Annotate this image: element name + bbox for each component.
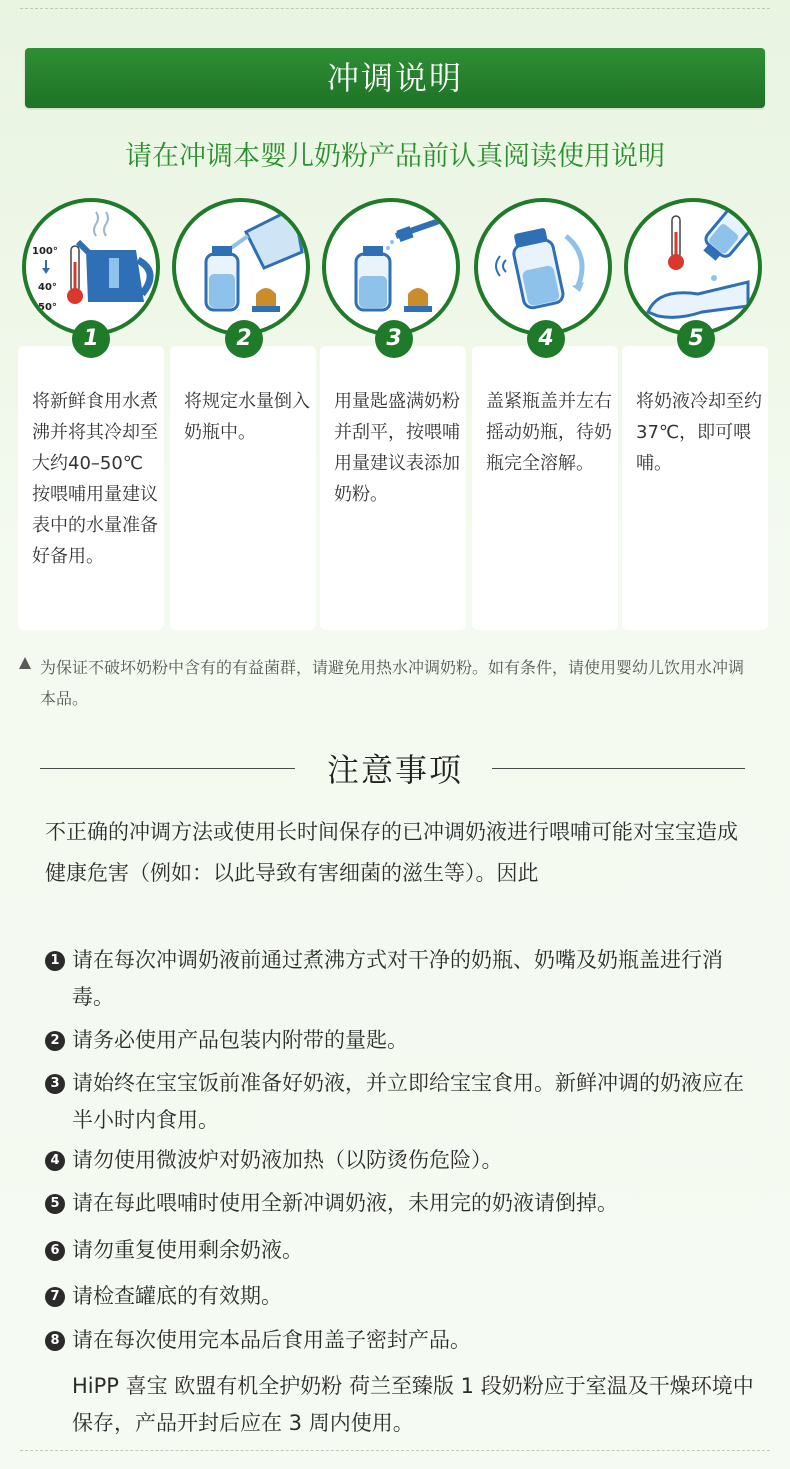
top-dashed-divider — [20, 8, 770, 9]
notice-item-1 — [45, 942, 755, 1016]
storage-note: HiPP 喜宝 欧盟有机全护奶粉 荷兰至臻版 1 段奶粉应于室温及干燥环境中保存，产品开封后应在 3 周内使用。 — [72, 1374, 754, 1435]
warning-triangle-icon — [18, 656, 32, 670]
notice-title-rule-left — [40, 768, 295, 769]
pour-water-bottle-icon — [172, 198, 310, 336]
step-card-1 — [18, 346, 164, 630]
step-card-4 — [472, 346, 618, 630]
notice-item-3 — [45, 1065, 755, 1139]
notice-text-7: 请检查罐底的有效期。 — [72, 1284, 282, 1308]
step-number-4: 4 — [527, 320, 565, 358]
temp-40: 40° — [38, 282, 57, 293]
step-number-2: 2 — [225, 320, 263, 358]
notice-text-6: 请勿重复使用剩余奶液。 — [72, 1238, 303, 1262]
steps-row — [0, 198, 790, 638]
shake-bottle-icon — [474, 198, 612, 336]
notice-item-5 — [45, 1185, 755, 1222]
step-number-5: 5 — [677, 320, 715, 358]
notice-bullet-8: 8 — [45, 1331, 65, 1351]
step-card-5 — [622, 346, 768, 630]
notice-item-7 — [45, 1278, 755, 1315]
notice-bullet-4: 4 — [45, 1151, 65, 1171]
warning-text: 为保证不破坏奶粉中含有的有益菌群，请避免用热水冲调奶粉。如有条件，请使用婴幼儿饮用水冲调本品。 — [40, 658, 745, 708]
temp-100: 100° — [32, 246, 58, 257]
temp-50: 50° — [38, 302, 57, 313]
hot-water-warning — [18, 652, 758, 714]
step-text-4: 盖紧瓶盖并左右摇动奶瓶，待奶瓶完全溶解。 — [486, 391, 612, 474]
kettle-thermometer-icon — [22, 198, 160, 336]
step-number-3: 3 — [375, 320, 413, 358]
wrist-test-icon — [624, 198, 762, 336]
bottom-dashed-divider — [20, 1450, 770, 1451]
notice-text-2: 请务必使用产品包装内附带的量匙。 — [72, 1028, 408, 1052]
step-text-5: 将奶液冷却至约37℃，即可喂哺。 — [636, 391, 762, 474]
notice-text-3: 请始终在宝宝饭前准备好奶液，并立即给宝宝食用。新鲜冲调的奶液应在半小时内食用。 — [72, 1071, 744, 1132]
notice-item-6 — [45, 1232, 755, 1269]
notice-intro: 不正确的冲调方法或使用长时间保存的已冲调奶液进行喂哺可能对宝宝造成健康危害（例如：以此导致有害细菌的滋生等）。因此 — [45, 820, 738, 885]
notice-item-2 — [45, 1022, 755, 1059]
notice-item-8 — [45, 1322, 755, 1359]
instructions-banner — [25, 48, 765, 108]
instructions-subtitle: 请在冲调本婴儿奶粉产品前认真阅读使用说明 — [125, 141, 665, 172]
banner-title: 冲调说明 — [326, 59, 463, 97]
notice-bullet-6: 6 — [45, 1241, 65, 1261]
notice-bullet-5: 5 — [45, 1194, 65, 1214]
step-card-3 — [320, 346, 466, 630]
notice-text-4: 请勿使用微波炉对奶液加热（以防烫伤危险）。 — [72, 1148, 503, 1172]
step-text-3: 用量匙盛满奶粉并刮平，按喂哺用量建议表添加奶粉。 — [334, 391, 460, 505]
step-card-2 — [170, 346, 316, 630]
notice-text-5: 请在每此喂哺时使用全新冲调奶液，未用完的奶液请倒掉。 — [72, 1191, 618, 1215]
step-text-2: 将规定水量倒入奶瓶中。 — [184, 391, 310, 443]
notice-bullet-7: 7 — [45, 1287, 65, 1307]
notice-text-1: 请在每次冲调奶液前通过煮沸方式对干净的奶瓶、奶嘴及奶瓶盖进行消毒。 — [72, 948, 723, 1009]
notice-title-rule-right — [492, 768, 745, 769]
notice-bullet-2: 2 — [45, 1031, 65, 1051]
notice-text-8: 请在每次使用完本品后食用盖子密封产品。 — [72, 1328, 471, 1352]
notice-title: 注意事项 — [326, 751, 463, 789]
step-number-1: 1 — [72, 320, 110, 358]
notice-bullet-3: 3 — [45, 1074, 65, 1094]
scoop-powder-bottle-icon — [322, 198, 460, 336]
notice-item-4 — [45, 1142, 755, 1179]
notice-bullet-1: 1 — [45, 951, 65, 971]
step-text-1: 将新鲜食用水煮沸并将其冷却至大约40–50℃按喂哺用量建议表中的水量准备好备用。 — [32, 391, 158, 567]
